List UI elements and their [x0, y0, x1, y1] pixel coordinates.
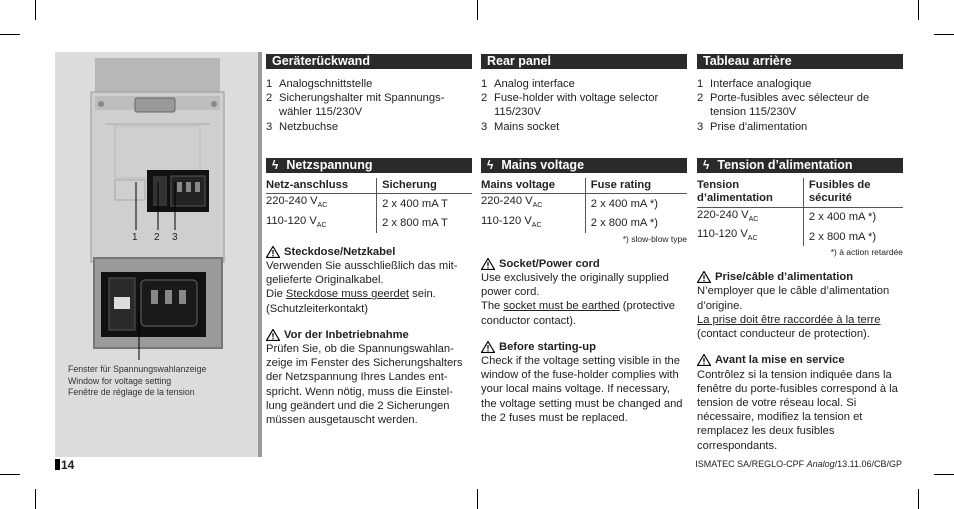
- table-row: [266, 214, 472, 233]
- crop-mark: [477, 489, 478, 509]
- list-item-number: 2: [697, 92, 704, 105]
- table-footnote: *) slow-blow type: [622, 233, 687, 244]
- callout-1: 1: [132, 232, 138, 243]
- table-row: [266, 194, 472, 214]
- voltage-cell: 220-240 $V_{AC}$: [266, 195, 328, 210]
- crop-mark: [934, 34, 954, 35]
- voltage-table: [481, 178, 687, 233]
- component-list: [697, 77, 903, 134]
- section-title: Tableau arrière: [697, 54, 903, 69]
- warning-power-cord: Prise/câble d’alimentation N’employer que le câble d’alimentation d’origine. La prise doit être raccordée à la terre (contact conducteur de protection).: [697, 271, 890, 341]
- list-item-text: Prise d'alimentation: [710, 120, 808, 133]
- component-list: [481, 77, 687, 134]
- list-item-text: Fuse-holder with voltage selector 115/230V: [494, 92, 659, 119]
- list-item: [481, 91, 687, 119]
- list-item: [266, 91, 472, 119]
- voltage-cell: 220-240 $V_{AC}$: [697, 208, 759, 224]
- crop-mark: [934, 474, 954, 475]
- list-item: [266, 120, 472, 134]
- lightning-icon: ϟ: [487, 157, 494, 172]
- crop-mark: [0, 34, 20, 35]
- voltage-table: [266, 178, 472, 233]
- list-item-number: 2: [266, 92, 273, 105]
- list-item: [481, 77, 687, 91]
- callout-3: 3: [172, 232, 178, 243]
- fuse-cell: 2 x 400 mA *): [585, 194, 687, 214]
- table-header-fuse: Sicherung: [377, 178, 472, 194]
- warning-before-startup: Vor der Inbetriebnahme Prüfen Sie, ob die Spannungswahlan-zeige im Fenster des Sicherungshalters der Netzspannung Ihres Landes ent-spricht. Wenn nötig, muss die Einstel-lung geändert und die 2 Sicherungen müssen ausgetauscht werden.: [266, 328, 463, 427]
- list-item-text: Sicherungshalter mit Spannungs-wähler 115/230V: [279, 92, 445, 119]
- list-item-text: Porte-fusibles avec sélecteur de tension 115/230V: [710, 92, 870, 119]
- crop-mark: [918, 0, 919, 20]
- section-title: Rear panel: [481, 54, 687, 69]
- table-row: [697, 207, 903, 227]
- fuse-cell: 2 x 800 mA *): [585, 214, 687, 233]
- fuse-cell: 2 x 800 mA T: [377, 214, 472, 233]
- list-item-text: Analog interface: [494, 78, 575, 90]
- warning-before-startup: Avant la mise en service Contrôlez si la tension indiquée dans la fenêtre du porte-fusibles correspond à la tension de votre réseau local. Si nécessaire, modifiez la tension et remplacez les deux fusibles correspondants.: [697, 354, 898, 452]
- voltage-cell: 110-120 $V_{AC}$: [481, 214, 542, 229]
- crop-mark: [35, 0, 36, 20]
- panel-divider: [258, 52, 262, 457]
- caption-de: Fenster für Spannungswahlanzeige: [68, 364, 207, 374]
- list-item-number: 1: [697, 78, 704, 90]
- table-header-fuse: Fusibles de sécurité: [803, 178, 903, 208]
- callout-2: 2: [154, 232, 160, 243]
- caption-en: Window for voltage setting: [68, 375, 172, 386]
- list-item: [481, 120, 687, 134]
- warning-before-startup: Before starting-up Check if the voltage setting visible in the window of the fuse-holder complies with your local mains voltage. If necessary, the voltage setting must be changed and the 2 fuses must be replaced.: [481, 340, 683, 424]
- list-item: [697, 77, 903, 91]
- warning-icon: [481, 341, 495, 353]
- warning-icon: [481, 258, 495, 270]
- list-item: [697, 120, 903, 134]
- table-row: [697, 227, 903, 246]
- voltage-cell: 220-240 $V_{AC}$: [481, 195, 543, 210]
- voltage-table: [697, 178, 903, 246]
- list-item-number: 3: [481, 120, 488, 133]
- figure-caption: [68, 364, 206, 399]
- list-item-number: 3: [266, 120, 273, 133]
- warning-icon: [697, 271, 711, 283]
- list-item: [697, 91, 903, 119]
- list-item: [266, 77, 472, 91]
- footer-reference: ISMATEC SA/REGLO-CPF Analog/13.11.06/CB/GP: [695, 459, 902, 469]
- warning-icon: [266, 246, 280, 258]
- list-item-text: Interface analogique: [710, 78, 812, 90]
- lightning-icon: ϟ: [703, 157, 710, 172]
- list-item-number: 2: [481, 92, 488, 105]
- power-section-title: ϟ Mains voltage: [481, 158, 687, 173]
- warning-icon: [266, 329, 280, 341]
- component-list: [266, 77, 472, 134]
- page-number: 14: [55, 458, 74, 472]
- warning-icon: [697, 354, 711, 366]
- table-header-voltage: Mains voltage: [481, 178, 555, 191]
- crop-mark: [35, 489, 36, 509]
- language-column-2: [481, 54, 687, 425]
- list-item-number: 1: [481, 78, 488, 90]
- language-column-1: [266, 54, 472, 427]
- list-item-text: Netzbuchse: [279, 120, 339, 133]
- warning-power-cord: Steckdose/Netzkabel Verwenden Sie ausschließlich das mit-gelieferte Originalkabel. Die Steckdose muss geerdet sein. (Schutzleiterkontakt): [266, 245, 458, 315]
- table-row: [481, 194, 687, 214]
- list-item-number: 3: [697, 120, 704, 133]
- voltage-cell: 110-120 $V_{AC}$: [266, 214, 327, 229]
- lightning-icon: ϟ: [272, 157, 279, 172]
- fuse-cell: 2 x 400 mA *): [803, 207, 903, 227]
- table-row: [481, 214, 687, 233]
- table-header-voltage: Netz-anschluss: [266, 178, 349, 191]
- language-column-3: [697, 54, 903, 453]
- list-item-number: 1: [266, 78, 273, 90]
- table-header-fuse: Fuse rating: [585, 178, 687, 194]
- crop-mark: [918, 489, 919, 509]
- power-section-title: ϟ Netzspannung: [266, 158, 472, 173]
- power-section-title: ϟ Tension d’alimentation: [697, 158, 903, 173]
- table-footnote: *) à action retardée: [830, 247, 903, 258]
- crop-mark: [477, 0, 478, 20]
- list-item-text: Mains socket: [494, 120, 560, 133]
- voltage-cell: 110-120 $V_{AC}$: [697, 228, 758, 243]
- fuse-cell: 2 x 800 mA *): [803, 227, 903, 246]
- table-header-voltage: Tension d’alimentation: [697, 178, 773, 205]
- caption-fr: Fenêtre de réglage de la tension: [68, 387, 195, 397]
- warning-power-cord: Socket/Power cord Use exclusively the originally supplied power cord. The socket must be earthed (protective conductor contact).: [481, 257, 676, 327]
- crop-mark: [0, 474, 20, 475]
- section-title: Geräterückwand: [266, 54, 472, 69]
- list-item-text: Analogschnittstelle: [279, 78, 373, 90]
- fuse-cell: 2 x 400 mA T: [377, 194, 472, 214]
